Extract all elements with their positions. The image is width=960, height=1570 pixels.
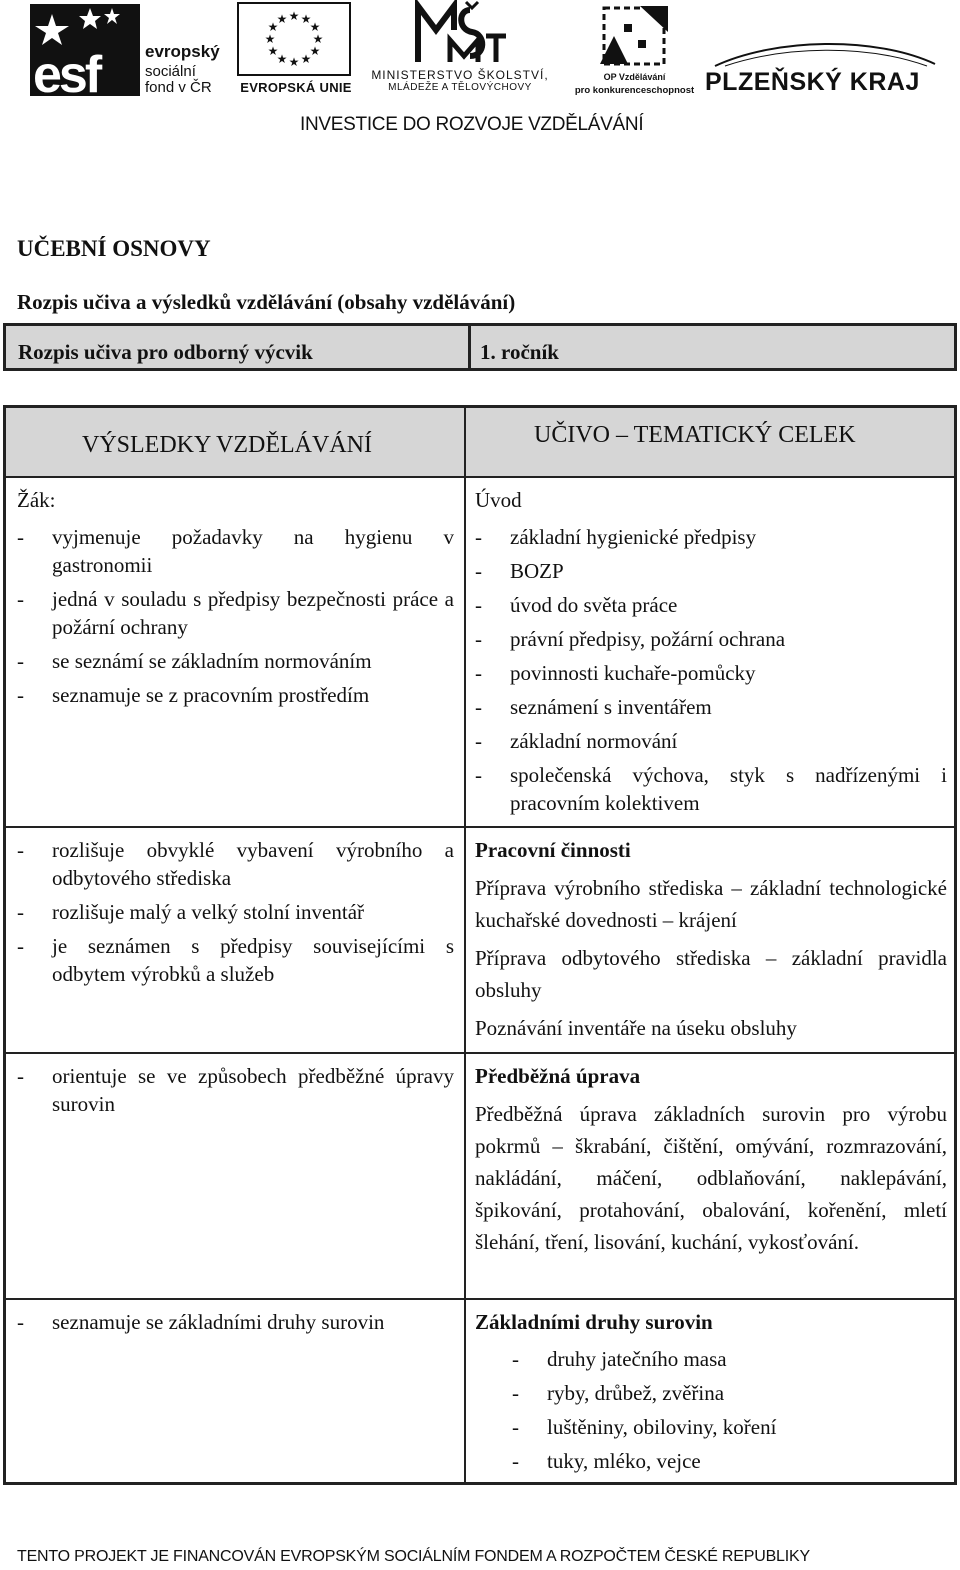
outcomes-cell-2 [17, 836, 454, 994]
topic-text: základní hygienické předpisy [510, 525, 757, 549]
list-item: - právní předpisy, požární ochrana [475, 627, 786, 651]
outcome-text: je seznámen s předpisy souvisejícími s odbytem výrobků a služeb [52, 934, 454, 986]
topic-text: základní normování [510, 729, 678, 753]
rozpis-divider [468, 326, 471, 368]
topic-text: společenská výchova, styk s nadřízenými i pracovním kolektivem [510, 763, 947, 815]
topic-title: Základními druhy surovin [475, 1310, 713, 1334]
outcomes-cell-4 [17, 1308, 454, 1342]
outcomes-cell-3 [17, 1062, 454, 1124]
list-item: - základní normování [475, 729, 678, 753]
msmt-logo [360, 0, 560, 100]
row-rule-3 [6, 1298, 954, 1300]
outcome-text: jedná v souladu s předpisy bezpečnosti práce a požární ochrany [52, 587, 454, 639]
op-mark-icon [594, 2, 674, 70]
outcome-text: rozlišuje malý a velký stolní inventář [52, 900, 365, 924]
list-item: - rozlišuje malý a velký stolní inventář [17, 900, 365, 924]
topic-paragraph: Předběžná úprava základních surovin pro výrobu pokrmů – škrabání, čištění, omývání, rozmrazování, nakládání, máčení, odblaňování, naklepávání, špikování, protahování, obalování, kořenění, mletí šlehání, tření, lisování, kuchání, vykosťování. [475, 1102, 947, 1254]
header-rule [6, 476, 954, 478]
row-rule-1 [6, 826, 954, 828]
topics-cell-4 [475, 1308, 947, 1481]
list-item: - orientuje se ve způsobech předběžné úpravy surovin [17, 1064, 454, 1116]
plzen-swoosh-icon [705, 38, 940, 68]
rozpis-label: Rozpis učiva pro odborný výcvik [18, 340, 313, 364]
list-item: - ryby, drůbež, zvěřina [512, 1381, 725, 1405]
list-item: - BOZP [475, 559, 564, 583]
investice-tagline: INVESTICE DO ROZVOJE VZDĚLÁVÁNÍ [300, 114, 644, 135]
topic-text: BOZP [510, 559, 564, 583]
topic-text: druhy jatečního masa [547, 1347, 727, 1371]
eu-flag-icon [237, 2, 351, 76]
topic-text: tuky, mléko, vejce [547, 1449, 701, 1473]
list-item: - vyjmenuje požadavky na hygienu v gastronomii [17, 525, 454, 577]
list-item: - se seznámí se základním normováním [17, 649, 372, 673]
header-topics: UČIVO – TEMATICKÝ CELEK [534, 422, 856, 448]
svg-text:★: ★ [288, 9, 300, 23]
header-outcomes: VÝSLEDKY VZDĚLÁVÁNÍ [82, 432, 372, 458]
svg-text:★: ★ [264, 32, 276, 46]
svg-text:★: ★ [300, 52, 312, 66]
plzen-logo [705, 38, 940, 98]
svg-text:★: ★ [309, 20, 321, 34]
msmt-caption-1: MINISTERSTVO ŠKOLSTVÍ, [371, 68, 549, 82]
topic-paragraph: Poznávání inventáře na úseku obsluhy [475, 1016, 797, 1040]
student-label: Žák: [17, 488, 56, 512]
list-item: - základní hygienické předpisy [475, 525, 757, 549]
funding-footer: TENTO PROJEKT JE FINANCOVÁN EVROPSKÝM SOCIÁLNÍM FONDEM A ROZPOČTEM ČESKÉ REPUBLIKY [17, 1548, 810, 1565]
list-item: - je seznámen s předpisy souvisejícími s odbytem výrobků a služeb [17, 934, 454, 986]
list-item: - druhy jatečního masa [512, 1347, 727, 1371]
esf-word-2: sociální [145, 63, 196, 80]
list-item: - povinnosti kuchaře-pomůcky [475, 661, 756, 685]
eu-logo [237, 2, 355, 97]
esf-word-3: fond v ČR [145, 79, 212, 96]
msmt-mark-icon [410, 0, 510, 66]
svg-text:★: ★ [276, 52, 288, 66]
op-caption-2: pro konkurenceschopnost [574, 85, 695, 96]
topic-title: Úvod [475, 488, 522, 512]
outcome-text: rozlišuje obvyklé vybavení výrobního a odbytového střediska [52, 838, 454, 890]
page-title: UČEBNÍ OSNOVY [17, 236, 211, 261]
op-caption-1: OP Vzdělávání [603, 72, 666, 82]
topics-cell-3 [475, 1062, 947, 1264]
row-rule-2 [6, 1052, 954, 1054]
outcome-text: orientuje se ve způsobech předběžné úpravy surovin [52, 1064, 454, 1116]
curriculum-table [3, 405, 957, 1485]
esf-mark-icon [30, 4, 140, 96]
svg-text:★: ★ [300, 12, 312, 26]
plzen-caption: PLZEŇSKÝ KRAJ [705, 68, 920, 96]
svg-text:★: ★ [309, 44, 321, 58]
svg-text:★: ★ [267, 44, 279, 58]
outcome-text: seznamuje se z pracovním prostředím [52, 683, 370, 707]
outcome-text: se seznámí se základním normováním [52, 649, 372, 673]
rozpis-bar [3, 323, 957, 371]
topic-text: úvod do světa práce [510, 593, 678, 617]
topics-cell-1 [475, 486, 947, 823]
column-divider [464, 408, 466, 1482]
svg-text:★: ★ [276, 12, 288, 26]
page-subtitle: Rozpis učiva a výsledků vzdělávání (obsahy vzdělávání) [17, 290, 516, 314]
list-item: - společenská výchova, styk s nadřízenými i pracovním kolektivem [475, 763, 947, 815]
topic-text: právní předpisy, požární ochrana [510, 627, 786, 651]
op-logo [572, 2, 697, 102]
list-item: - jedná v souladu s předpisy bezpečnosti práce a požární ochrany [17, 587, 454, 639]
list-item: - seznamuje se základními druhy surovin [17, 1310, 385, 1334]
topic-text: seznámení s inventářem [510, 695, 712, 719]
outcome-text: seznamuje se základními druhy surovin [52, 1310, 385, 1334]
topic-title: Pracovní činnosti [475, 838, 631, 862]
topic-paragraph: Příprava odbytového střediska – základní pravidla obsluhy [475, 946, 947, 1002]
svg-text:★: ★ [267, 20, 279, 34]
topic-text: luštěniny, obiloviny, koření [547, 1415, 777, 1439]
outcome-text: vyjmenuje požadavky na hygienu v gastronomii [52, 525, 454, 577]
topic-title: Předběžná úprava [475, 1064, 641, 1088]
outcomes-cell-1 [17, 486, 454, 715]
list-item: - úvod do světa práce [475, 593, 678, 617]
list-item: - luštěniny, obiloviny, koření [512, 1415, 777, 1439]
list-item: - rozlišuje obvyklé vybavení výrobního a odbytového střediska [17, 838, 454, 890]
topic-text: ryby, drůbež, zvěřina [547, 1381, 725, 1405]
topic-text: povinnosti kuchaře-pomůcky [510, 661, 756, 685]
eu-caption: EVROPSKÁ UNIE [240, 80, 352, 95]
list-item: - seznámení s inventářem [475, 695, 712, 719]
svg-text:★: ★ [288, 55, 300, 69]
list-item: - seznamuje se z pracovním prostředím [17, 683, 370, 707]
esf-logo [30, 4, 230, 96]
topics-cell-2 [475, 836, 947, 1050]
topic-paragraph: Příprava výrobního střediska – základní technologické kuchařské dovednosti – krájení [475, 876, 947, 932]
esf-word-1: evropský [145, 42, 220, 61]
msmt-caption-2: MLÁDEŽE A TĚLOVÝCHOVY [388, 82, 532, 93]
rozpis-year: 1. ročník [480, 340, 559, 364]
logo-band [0, 0, 960, 145]
list-item: - tuky, mléko, vejce [512, 1449, 701, 1473]
svg-text:esf: esf [33, 46, 100, 96]
svg-text:★: ★ [312, 32, 324, 46]
